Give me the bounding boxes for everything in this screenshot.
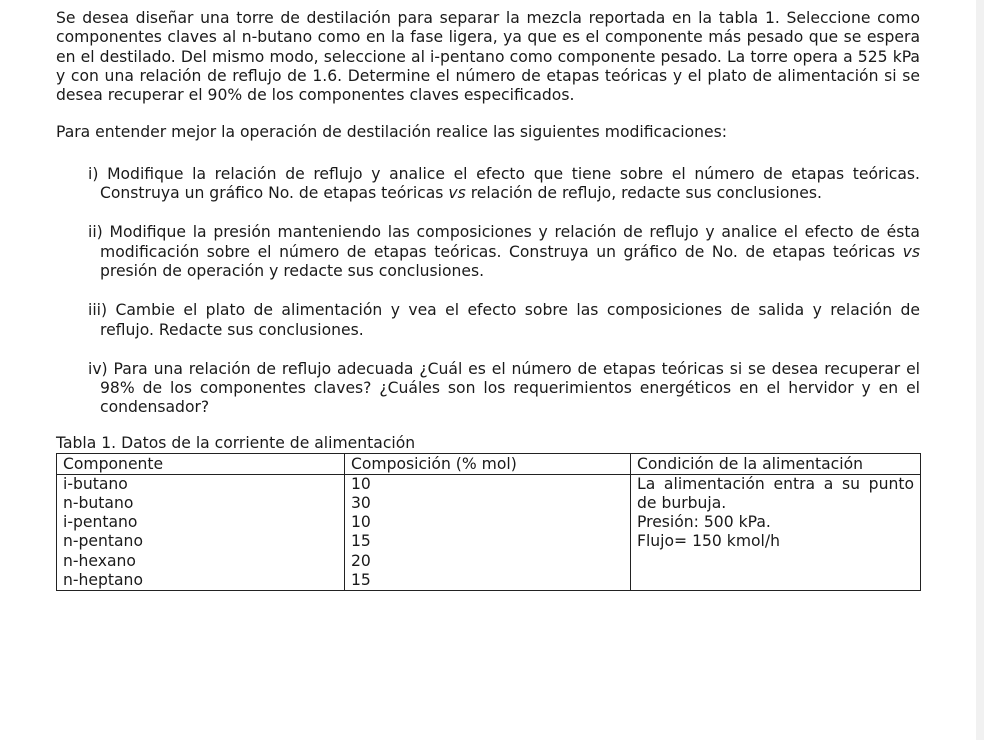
table-body-row <box>57 474 921 590</box>
composition-cell: 15 <box>351 532 371 551</box>
composition-cell: 30 <box>351 493 371 512</box>
item-i: i) Modifique la relación de reflujo y analice el efecto que tiene sobre el número de etapas teóricas. Construya un gráfico No. de etapas teóricas vs relación de reflujo, redacte sus conclusiones. <box>88 164 920 203</box>
table-caption: Tabla 1. Datos de la corriente de alimentación <box>56 433 416 452</box>
item-iii: iii) Cambie el plato de alimentación y vea el efecto sobre las composiciones de salida y relación de reflujo. Redacte sus conclusiones. <box>88 301 920 339</box>
item-ii: ii) Modifique la presión manteniendo las composiciones y relación de reflujo y analice el efecto de ésta modificación sobre el número de etapas teóricas. Construya un gráfico de No. de etapas teóricas vs presión de operación y redacte sus conclusiones. <box>88 223 920 280</box>
problem-statement: Se desea diseñar una torre de destilación para separar la mezcla reportada en la tabla 1. Seleccione como componentes claves al n-butano como en la fase ligera, ya que es el componente más pesado que se espera en el destilado. Del mismo modo, seleccione al i-pentano como componente pesado. La torre opera a 525 kPa y con una relación de reflujo de 1.6. Determine el número de etapas teóricas y el plato de alimentación si se desea recuperar el 90% de los componentes claves especificados. <box>56 9 920 105</box>
modifications-lead: Para entender mejor la operación de destilación realice las siguientes modificaciones: <box>56 123 727 142</box>
header-feed-condition: Condición de la alimentación <box>631 453 921 474</box>
header-composition: Composición (% mol) <box>345 453 631 474</box>
component-cell: i-pentano <box>63 513 138 532</box>
composition-list <box>345 474 631 590</box>
component-cell: n-heptano <box>63 570 143 589</box>
composition-cell: 10 <box>351 474 371 493</box>
component-cell: n-butano <box>63 493 134 512</box>
condition-pressure: Presión: 500 kPa. <box>637 513 771 532</box>
feed-condition-cell <box>631 474 921 590</box>
component-list <box>57 474 345 590</box>
condition-flow: Flujo= 150 kmol/h <box>637 532 781 551</box>
header-component: Componente <box>57 453 345 474</box>
item-iv: iv) Para una relación de reflujo adecuada ¿Cuál es el número de etapas teóricas si se desea recuperar el 98% de los componentes claves? ¿Cuáles son los requerimientos energéticos en el hervidor y en el condensador? <box>88 359 920 417</box>
component-cell: i-butano <box>63 474 128 493</box>
table-header-row <box>57 453 921 474</box>
feed-data-table <box>56 453 921 591</box>
right-scroll-strip <box>976 0 984 740</box>
composition-cell: 20 <box>351 551 371 570</box>
composition-cell: 10 <box>351 513 371 532</box>
document-page <box>56 8 920 591</box>
composition-cell: 15 <box>351 570 371 589</box>
condition-bubble-point: La alimentación entra a su punto de burbuja. <box>637 474 914 512</box>
component-cell: n-hexano <box>63 551 136 570</box>
component-cell: n-pentano <box>63 532 143 551</box>
